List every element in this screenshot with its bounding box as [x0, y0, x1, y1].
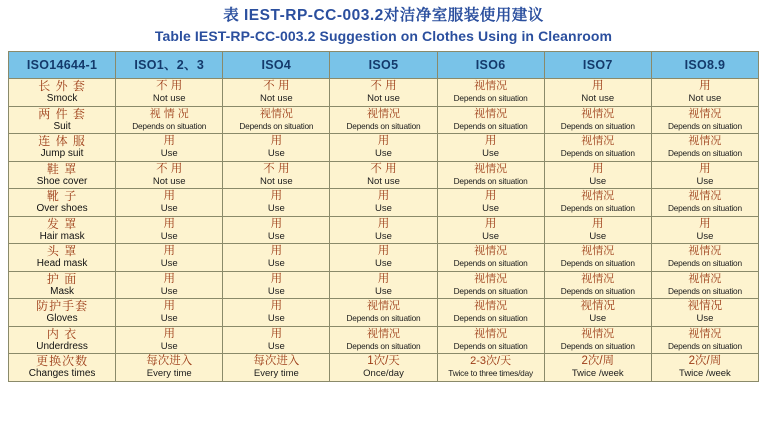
table-cell: 用 Use — [223, 271, 330, 299]
table-row — [9, 106, 759, 134]
table-cell: 视情况 Depends on situation — [223, 106, 330, 134]
page-title-english: Table IEST-RP-CC-003.2 Suggestion on Clothes Using in Cleanroom — [154, 28, 613, 44]
row-label: 防护手套 Gloves — [9, 299, 116, 327]
table-cell: 视情况 Depends on situation — [651, 189, 758, 217]
table-cell: 用 Use — [330, 134, 437, 162]
table-cell: 用 Use — [651, 161, 758, 189]
row-label: 护 面 Mask — [9, 271, 116, 299]
table-cell: 视情况 Use — [651, 299, 758, 327]
table-cell: 用 Use — [544, 216, 651, 244]
cleanroom-clothing-table — [8, 51, 759, 382]
table-cell: 用 Use — [651, 216, 758, 244]
table-cell: 视情况 Depends on situation — [437, 271, 544, 299]
table-cell: 视情况 Depends on situation — [437, 106, 544, 134]
table-cell: 用 Not use — [544, 79, 651, 107]
table-cell: 用 Use — [223, 244, 330, 272]
table-cell: 用 Use — [116, 216, 223, 244]
table-row — [9, 79, 759, 107]
row-label: 连 体 服 Jump suit — [9, 134, 116, 162]
table-row — [9, 271, 759, 299]
table-cell: 视情况 Depends on situation — [544, 134, 651, 162]
table-cell: 视情况 Depends on situation — [544, 326, 651, 354]
table-cell: 视情况 Depends on situation — [330, 326, 437, 354]
row-label: 鞋 罩 Shoe cover — [9, 161, 116, 189]
table-cell: 用 Use — [116, 299, 223, 327]
page-title-chinese: 表 IEST-RP-CC-003.2对洁净室服装使用建议 — [223, 7, 544, 24]
column-header-iso89: ISO8.9 — [651, 52, 758, 79]
table-cell: 视情况 Depends on situation — [330, 299, 437, 327]
row-label: 两 件 套 Suit — [9, 106, 116, 134]
table-cell: 用 Use — [330, 189, 437, 217]
table-cell: 用 Use — [116, 244, 223, 272]
row-label: 内 衣 Underdress — [9, 326, 116, 354]
table-cell: 不 用 Not use — [223, 161, 330, 189]
table-cell: 用 Use — [223, 299, 330, 327]
table-cell: 视情况 Depends on situation — [437, 326, 544, 354]
table-cell: 用 Use — [223, 189, 330, 217]
column-header-iso123: ISO1、2、3 — [116, 52, 223, 79]
table-cell: 用 Use — [330, 244, 437, 272]
table-cell: 视情况 Depends on situation — [544, 244, 651, 272]
table-cell: 用 Use — [223, 326, 330, 354]
table-cell: 视情况 Depends on situation — [651, 244, 758, 272]
table-row — [9, 189, 759, 217]
table-cell: 视情况 Depends on situation — [651, 134, 758, 162]
table-cell: 视情况 Depends on situation — [544, 106, 651, 134]
table-cell: 不 用 Not use — [116, 161, 223, 189]
table-cell: 用 Use — [330, 271, 437, 299]
table-cell: 视情况 Depends on situation — [651, 271, 758, 299]
table-row — [9, 354, 759, 382]
row-label: 靴 子 Over shoes — [9, 189, 116, 217]
table-cell: 2次/周 Twice /week — [651, 354, 758, 382]
table-row — [9, 161, 759, 189]
table-cell: 视情况 Depends on situation — [437, 161, 544, 189]
table-body — [9, 79, 759, 382]
table-cell: 用 Use — [116, 189, 223, 217]
table-cell: 视情况 Depends on situation — [544, 189, 651, 217]
table-cell: 视情况 Depends on situation — [330, 106, 437, 134]
table-cell: 用 Use — [116, 134, 223, 162]
table-cell: 视情况 Use — [544, 299, 651, 327]
table-cell: 视情况 Depends on situation — [651, 106, 758, 134]
column-header-iso4: ISO4 — [223, 52, 330, 79]
table-cell: 用 Not use — [651, 79, 758, 107]
table-row — [9, 216, 759, 244]
table-cell: 视 情 况 Depends on situation — [116, 106, 223, 134]
table-header — [9, 52, 759, 79]
table-cell: 用 Use — [223, 216, 330, 244]
row-label: 更换次数 Changes times — [9, 354, 116, 382]
table-cell: 2-3次/天 Twice to three times/day — [437, 354, 544, 382]
title-block — [0, 0, 767, 46]
row-label: 头 罩 Head mask — [9, 244, 116, 272]
table-cell: 视情况 Depends on situation — [437, 79, 544, 107]
table-cell: 每次进入 Every time — [223, 354, 330, 382]
table-cell: 用 Use — [116, 326, 223, 354]
table-cell: 用 Use — [223, 134, 330, 162]
table-cell: 用 Use — [544, 161, 651, 189]
column-header-iso7: ISO7 — [544, 52, 651, 79]
table-cell: 用 Use — [116, 271, 223, 299]
table-row — [9, 134, 759, 162]
table-cell: 不 用 Not use — [116, 79, 223, 107]
table-row — [9, 299, 759, 327]
table-cell: 不 用 Not use — [330, 79, 437, 107]
row-label: 长 外 套 Smock — [9, 79, 116, 107]
table-cell: 1次/天 Once/day — [330, 354, 437, 382]
table-cell: 2次/周 Twice /week — [544, 354, 651, 382]
table-cell: 用 Use — [330, 216, 437, 244]
table-cell: 不 用 Not use — [330, 161, 437, 189]
column-header-iso14644-1: ISO14644-1 — [9, 52, 116, 79]
table-cell: 视情况 Depends on situation — [437, 244, 544, 272]
table-cell: 视情况 Depends on situation — [544, 271, 651, 299]
row-label: 发 罩 Hair mask — [9, 216, 116, 244]
table-row — [9, 244, 759, 272]
column-header-iso6: ISO6 — [437, 52, 544, 79]
table-cell: 不 用 Not use — [223, 79, 330, 107]
column-header-iso5: ISO5 — [330, 52, 437, 79]
table-header-row — [9, 52, 759, 79]
table-cell: 用 Use — [437, 189, 544, 217]
table-cell: 视情况 Depends on situation — [651, 326, 758, 354]
table-row — [9, 326, 759, 354]
table-cell: 用 Use — [437, 216, 544, 244]
table-cell: 每次进入 Every time — [116, 354, 223, 382]
table-cell: 视情况 Depends on situation — [437, 299, 544, 327]
table-cell: 用 Use — [437, 134, 544, 162]
